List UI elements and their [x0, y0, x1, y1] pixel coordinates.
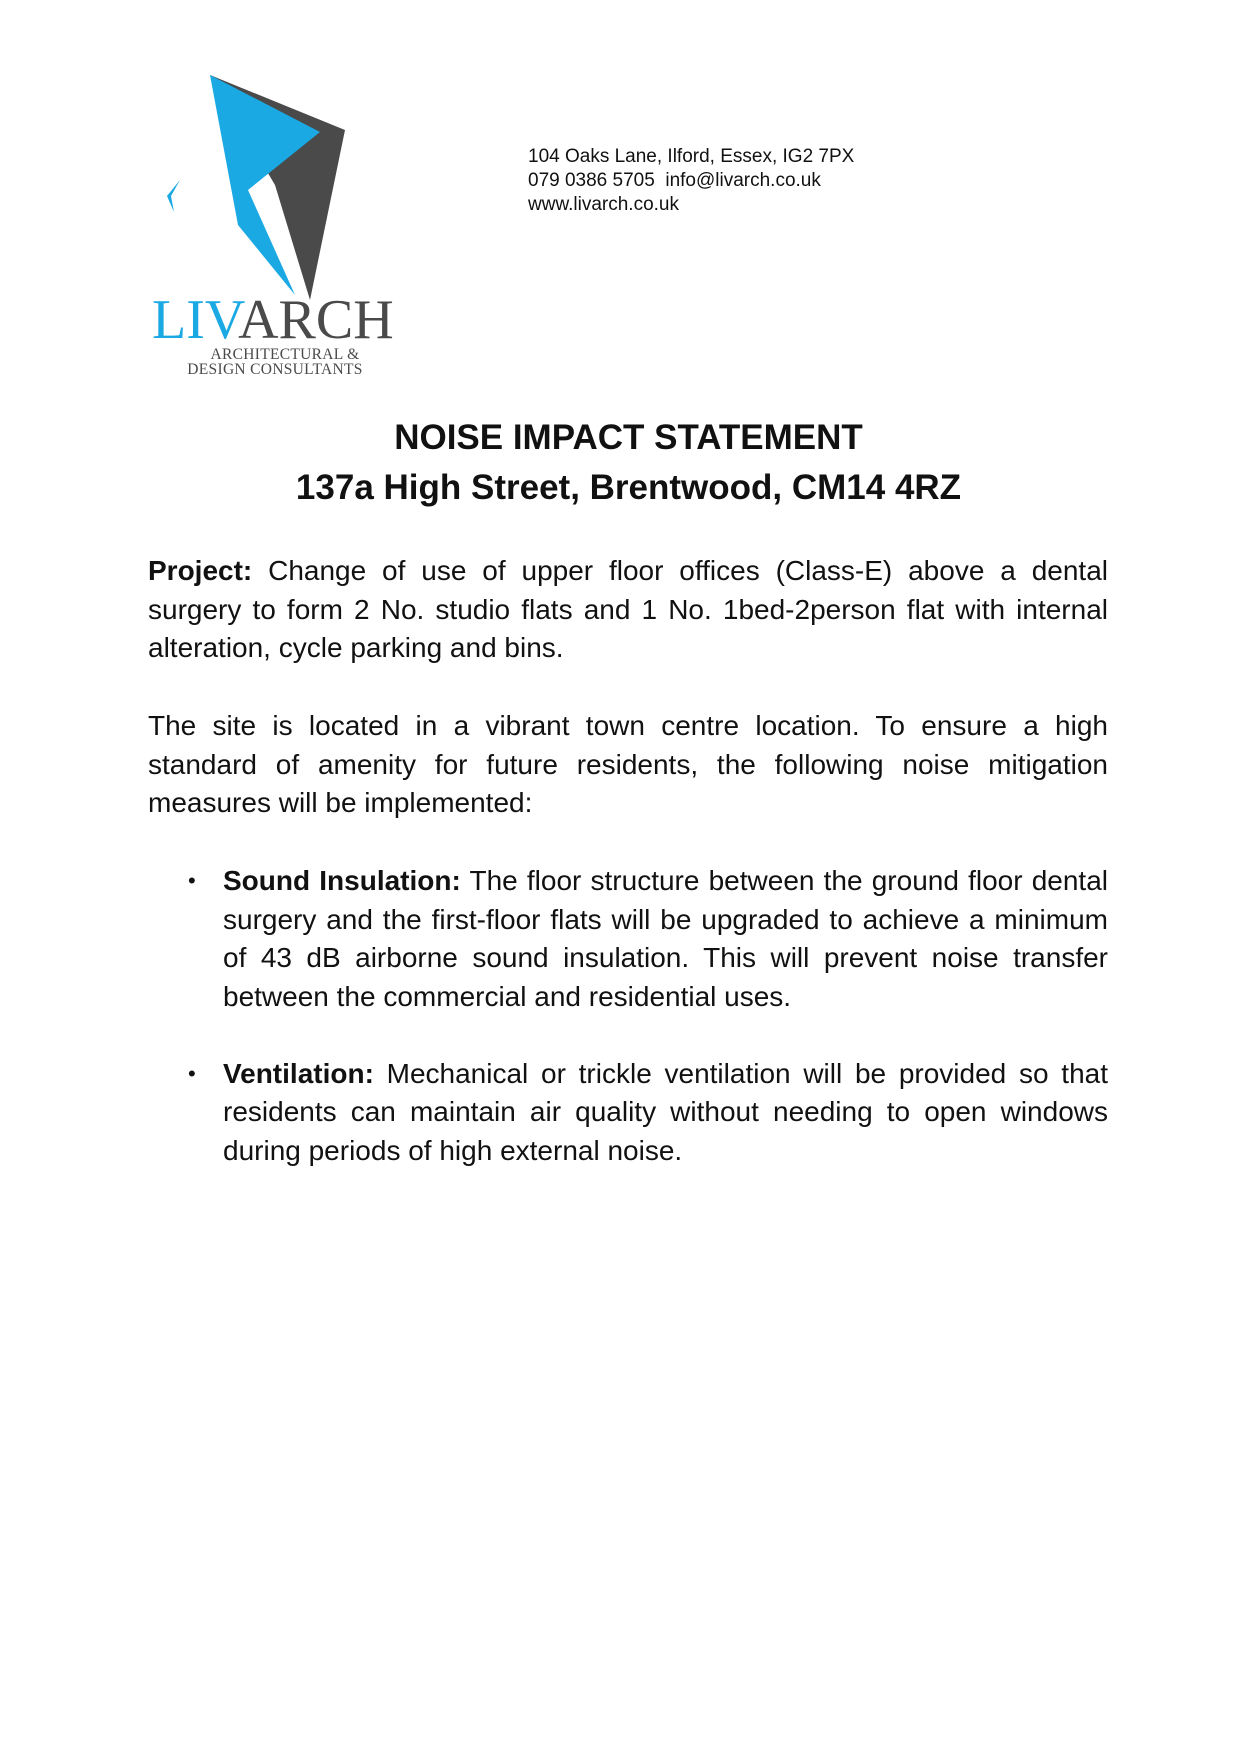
logo-tagline-line2: DESIGN CONSULTANTS — [187, 361, 363, 378]
logo-word-liv: LIV — [152, 289, 239, 351]
intro-paragraph: The site is located in a vibrant town centre location. To ensure a high standard of amenity for future residents, the following noise mitigation measures will be implemented: — [148, 710, 1108, 818]
list-item — [148, 1055, 1108, 1171]
document-subtitle: 137a High Street, Brentwood, CM14 4RZ — [295, 468, 962, 507]
contact-address: 104 Oaks Lane, Ilford, Essex, IG2 7PX — [528, 146, 855, 167]
project-paragraph — [148, 552, 1108, 668]
contact-phone-email: 079 0386 5705 info@livarch.co.uk — [528, 170, 821, 191]
logo-tagline-line1: ARCHITECTURAL & — [210, 346, 360, 363]
contact-website: www.livarch.co.uk — [528, 194, 679, 215]
contact-block — [528, 145, 854, 217]
company-logo — [150, 70, 410, 380]
project-label: Project: — [148, 555, 253, 586]
measure-label: Ventilation: — [223, 1057, 374, 1089]
bullet-icon: • — [188, 1060, 196, 1086]
measure-label: Sound Insulation: — [223, 865, 461, 896]
project-text: Change of use of upper floor offices (Class-E) above a dental surgery to form 2 No. studio flats and 1 No. 1bed-2person flat with internal alteration, cycle parking and bins. — [148, 555, 1108, 663]
measure-text: The floor structure between the ground floor dental surgery and the first-floor flats will be upgraded to achieve a minimum of 43 dB airborne sound insulation. This will prevent noise transfer between the commercial and residential uses. — [223, 865, 1108, 1012]
logo-wordmark — [152, 289, 394, 351]
mitigation-measures-list — [148, 862, 1108, 1170]
logo-word-arch: ARCH — [238, 289, 394, 351]
bullet-icon: • — [188, 868, 196, 893]
logo-mark-icon — [150, 70, 410, 300]
document-title: NOISE IMPACT STATEMENT — [394, 418, 863, 457]
list-item — [148, 862, 1108, 1016]
measure-text: Mechanical or trickle ventilation will be provided so that residents can maintain air quality without needing to open windows during periods of high external noise. — [223, 1057, 1108, 1166]
